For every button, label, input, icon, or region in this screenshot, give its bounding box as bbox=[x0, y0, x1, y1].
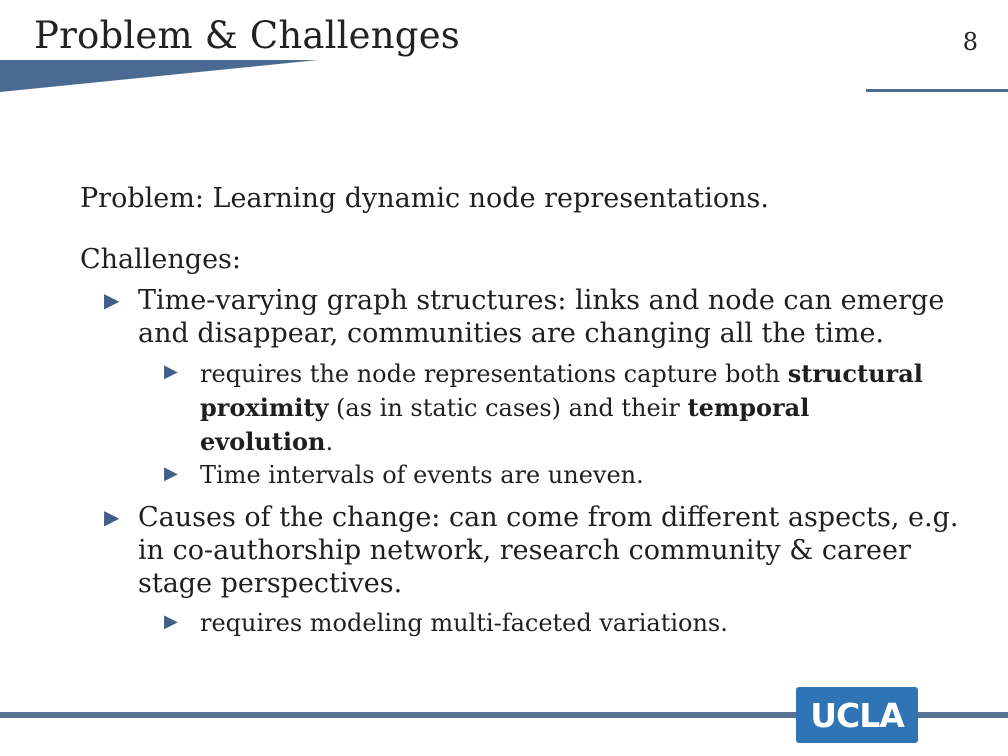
challenge-1-line-1: Time-varying graph structures: links and node can emerge bbox=[138, 285, 945, 316]
subitem-line-2 bbox=[200, 391, 960, 425]
bold-term: temporal bbox=[687, 393, 810, 422]
right-triangle-bullet-icon: ▶ bbox=[104, 505, 120, 529]
challenge-item-1 bbox=[104, 284, 960, 492]
challenge-2-sublist bbox=[138, 607, 960, 640]
subitem-text: . bbox=[325, 428, 334, 456]
challenge-1-sublist bbox=[138, 357, 960, 492]
problem-statement: Problem: Learning dynamic node representations. bbox=[80, 183, 769, 214]
subitem-text: requires modeling multi-faceted variations. bbox=[200, 609, 728, 637]
challenge-2-line-3: stage perspectives. bbox=[138, 568, 403, 599]
challenge-2-subitem-1 bbox=[164, 607, 960, 640]
right-triangle-bullet-icon: ▶ bbox=[164, 361, 178, 382]
logo-text: UCLA bbox=[810, 695, 904, 735]
subitem-text: (as in static cases) and their bbox=[328, 394, 688, 422]
challenge-1-line-2: and disappear, communities are changing all the time. bbox=[138, 318, 885, 349]
right-triangle-bullet-icon: ▶ bbox=[164, 611, 178, 632]
challenges-label: Challenges: bbox=[80, 244, 241, 275]
slide-title: Problem & Challenges bbox=[34, 14, 460, 57]
subitem-text: requires the node representations capture both bbox=[200, 360, 788, 388]
bold-term: evolution bbox=[200, 427, 326, 456]
page-number: 8 bbox=[962, 28, 978, 56]
subitem-line-1 bbox=[200, 357, 960, 391]
right-triangle-bullet-icon: ▶ bbox=[104, 288, 120, 312]
bold-term: structural bbox=[787, 359, 923, 388]
challenge-1-subitem-1 bbox=[164, 357, 960, 459]
ucla-logo bbox=[796, 687, 918, 743]
right-triangle-bullet-icon: ▶ bbox=[164, 463, 178, 484]
header-accent-band bbox=[0, 58, 320, 94]
challenge-1-subitem-2 bbox=[164, 459, 960, 492]
slide-body bbox=[80, 182, 960, 649]
subitem-text: Time intervals of events are uneven. bbox=[200, 461, 644, 489]
subitem-line-3 bbox=[200, 425, 960, 459]
header-rule bbox=[866, 89, 1008, 92]
challenges-list bbox=[80, 284, 960, 640]
challenge-2-line-2: in co-authorship network, research community & career bbox=[138, 535, 911, 566]
challenge-item-2 bbox=[104, 501, 960, 640]
challenge-2-line-1: Causes of the change: can come from different aspects, e.g. bbox=[138, 502, 959, 533]
bold-term: proximity bbox=[200, 393, 329, 422]
